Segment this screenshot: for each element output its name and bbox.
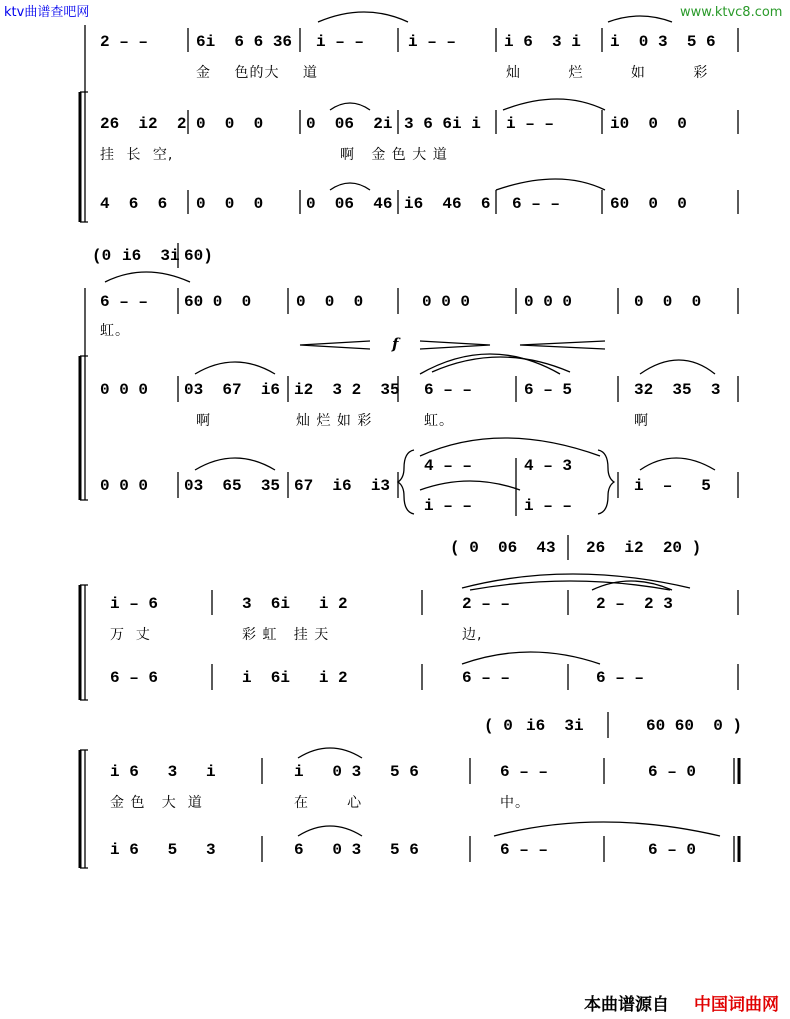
s3-top-bar-2: 3 6i i 2 bbox=[242, 595, 348, 613]
s4-interlude-open: ( 0 bbox=[484, 717, 513, 735]
s4-lyrics-2: 在 心 bbox=[294, 795, 363, 811]
s2-low-lower-2: i – – bbox=[524, 497, 573, 515]
s4-top-bar-4: 6 – 0 bbox=[648, 763, 697, 781]
s2-mid-bar-5: 6 – 5 bbox=[524, 381, 573, 399]
footer-source-label: 本曲谱源自 bbox=[584, 995, 669, 1015]
s2-low-bar-1: 0 0 0 bbox=[100, 477, 149, 495]
s2-mid-lyrics-4: 啊 bbox=[634, 413, 649, 429]
s1-top-bar-5: i 6 3 i bbox=[504, 33, 581, 51]
s2-low-bar-3: 67 i6 i3 bbox=[294, 477, 391, 495]
s1-mid-bar-1: 26 i2 2 bbox=[100, 115, 187, 133]
s2-low-bar-2: 03 65 35 bbox=[184, 477, 281, 495]
s2-interlude-close: 60) bbox=[184, 247, 213, 265]
s4-top-bar-3: 6 – – bbox=[500, 763, 549, 781]
s2-mid-bar-1: 0 0 0 bbox=[100, 381, 149, 399]
s2-top-bar-2: 60 0 0 bbox=[184, 293, 252, 311]
s1-low-bar-2: 0 0 0 bbox=[196, 195, 264, 213]
s2-mid-bar-4: 6 – – bbox=[424, 381, 473, 399]
s1-mid-bar-3: 0 06 2i bbox=[306, 115, 393, 133]
s1-mid-lyrics-2: 啊 金 色 大 道 bbox=[340, 147, 448, 163]
s2-mid-lyrics-3: 虹。 bbox=[424, 413, 454, 429]
s2-top-bar-3: 0 0 0 bbox=[296, 293, 364, 311]
s1-mid-bar-4: 3 6 6i i bbox=[404, 115, 481, 133]
s4-interlude-close: 60 60 0 ) bbox=[646, 717, 743, 735]
s3-lyrics-2: 彩 虹 挂 天 bbox=[242, 627, 330, 643]
s3-top-bar-1: i – 6 bbox=[110, 595, 159, 613]
s2-top-bar-6: 0 0 0 bbox=[634, 293, 702, 311]
s3-interlude-2: 26 i2 20 ) bbox=[586, 539, 702, 557]
left-site-watermark: ktv曲谱查吧网 bbox=[4, 5, 90, 20]
s1-top-bar-1: 2 – – bbox=[100, 33, 149, 51]
s1-low-bar-5: 6 – – bbox=[512, 195, 561, 213]
s1-mid-bar-5: i – – bbox=[506, 115, 555, 133]
s4-low-bar-2: 6 0 3 5 6 bbox=[294, 841, 419, 859]
s1-mid-bar-2: 0 0 0 bbox=[196, 115, 264, 133]
dynamic-mark: f bbox=[392, 335, 399, 353]
s4-low-bar-1: i 6 5 3 bbox=[110, 841, 216, 859]
s1-top-bar-3: i – – bbox=[316, 33, 365, 51]
s2-top-bar-4: 0 0 0 bbox=[422, 293, 471, 311]
s3-low-bar-1: 6 – 6 bbox=[110, 669, 159, 687]
s2-mid-bar-6: 32 35 3 bbox=[634, 381, 721, 399]
s4-low-bar-4: 6 – 0 bbox=[648, 841, 697, 859]
s1-top-lyrics-1: 金 色的大 道 bbox=[196, 65, 318, 81]
s1-mid-lyrics-1: 挂 长 空, bbox=[100, 147, 174, 163]
s3-low-bar-3: 6 – – bbox=[462, 669, 511, 687]
s1-top-bar-4: i – – bbox=[408, 33, 457, 51]
s2-mid-lyrics-2: 灿 烂 如 彩 bbox=[296, 413, 373, 429]
s1-low-bar-6: 60 0 0 bbox=[610, 195, 687, 213]
s2-low-upper-2: 4 – 3 bbox=[524, 457, 573, 475]
s1-mid-bar-6: i0 0 0 bbox=[610, 115, 687, 133]
s2-top-bar-1: 6 – – bbox=[100, 293, 149, 311]
s4-low-bar-3: 6 – – bbox=[500, 841, 549, 859]
s4-lyrics-1: 金 色 大 道 bbox=[110, 795, 203, 811]
s4-lyrics-3: 中。 bbox=[500, 795, 530, 811]
s3-top-bar-3: 2 – – bbox=[462, 595, 511, 613]
right-site-watermark: www.ktvc8.com bbox=[680, 5, 783, 20]
s2-interlude-open: (0 bbox=[92, 247, 112, 265]
s2-low-lower-1: i – – bbox=[424, 497, 473, 515]
s2-mid-bar-2: 03 67 i6 bbox=[184, 381, 281, 399]
s2-top-bar-5: 0 0 0 bbox=[524, 293, 573, 311]
s1-low-bar-3: 0 06 46 bbox=[306, 195, 393, 213]
s1-low-bar-1: 4 6 6 bbox=[100, 195, 168, 213]
s3-low-bar-4: 6 – – bbox=[596, 669, 645, 687]
s3-low-bar-2: i 6i i 2 bbox=[242, 669, 348, 687]
s3-lyrics-1: 万 丈 bbox=[110, 627, 151, 643]
s3-top-bar-4: 2 – 2 3 bbox=[596, 595, 673, 613]
s4-top-bar-2: i 0 3 5 6 bbox=[294, 763, 419, 781]
s2-interlude-notes: i6 3i bbox=[122, 247, 180, 265]
s2-mid-bar-3: i2 3 2 35 bbox=[294, 381, 400, 399]
s2-top-lyrics: 虹。 bbox=[100, 323, 130, 339]
s4-top-bar-1: i 6 3 i bbox=[110, 763, 216, 781]
s2-low-upper-1: 4 – – bbox=[424, 457, 473, 475]
footer-site-name[interactable]: 中国词曲网 bbox=[694, 995, 779, 1015]
s1-top-bar-6: i 0 3 5 6 bbox=[610, 33, 716, 51]
s4-interlude-notes: i6 3i bbox=[526, 717, 584, 735]
s1-low-bar-4: i6 46 6 bbox=[404, 195, 491, 213]
s1-top-lyrics-2: 灿 烂 如 彩 bbox=[506, 65, 709, 81]
s3-interlude-1: ( 0 06 43 bbox=[450, 539, 556, 557]
s2-low-bar-6: i – 5 bbox=[634, 477, 711, 495]
s1-top-bar-2: 6i 6 6 36 bbox=[196, 33, 293, 51]
s2-mid-lyrics-1: 啊 bbox=[196, 413, 211, 429]
s3-lyrics-3: 边, bbox=[462, 627, 483, 643]
